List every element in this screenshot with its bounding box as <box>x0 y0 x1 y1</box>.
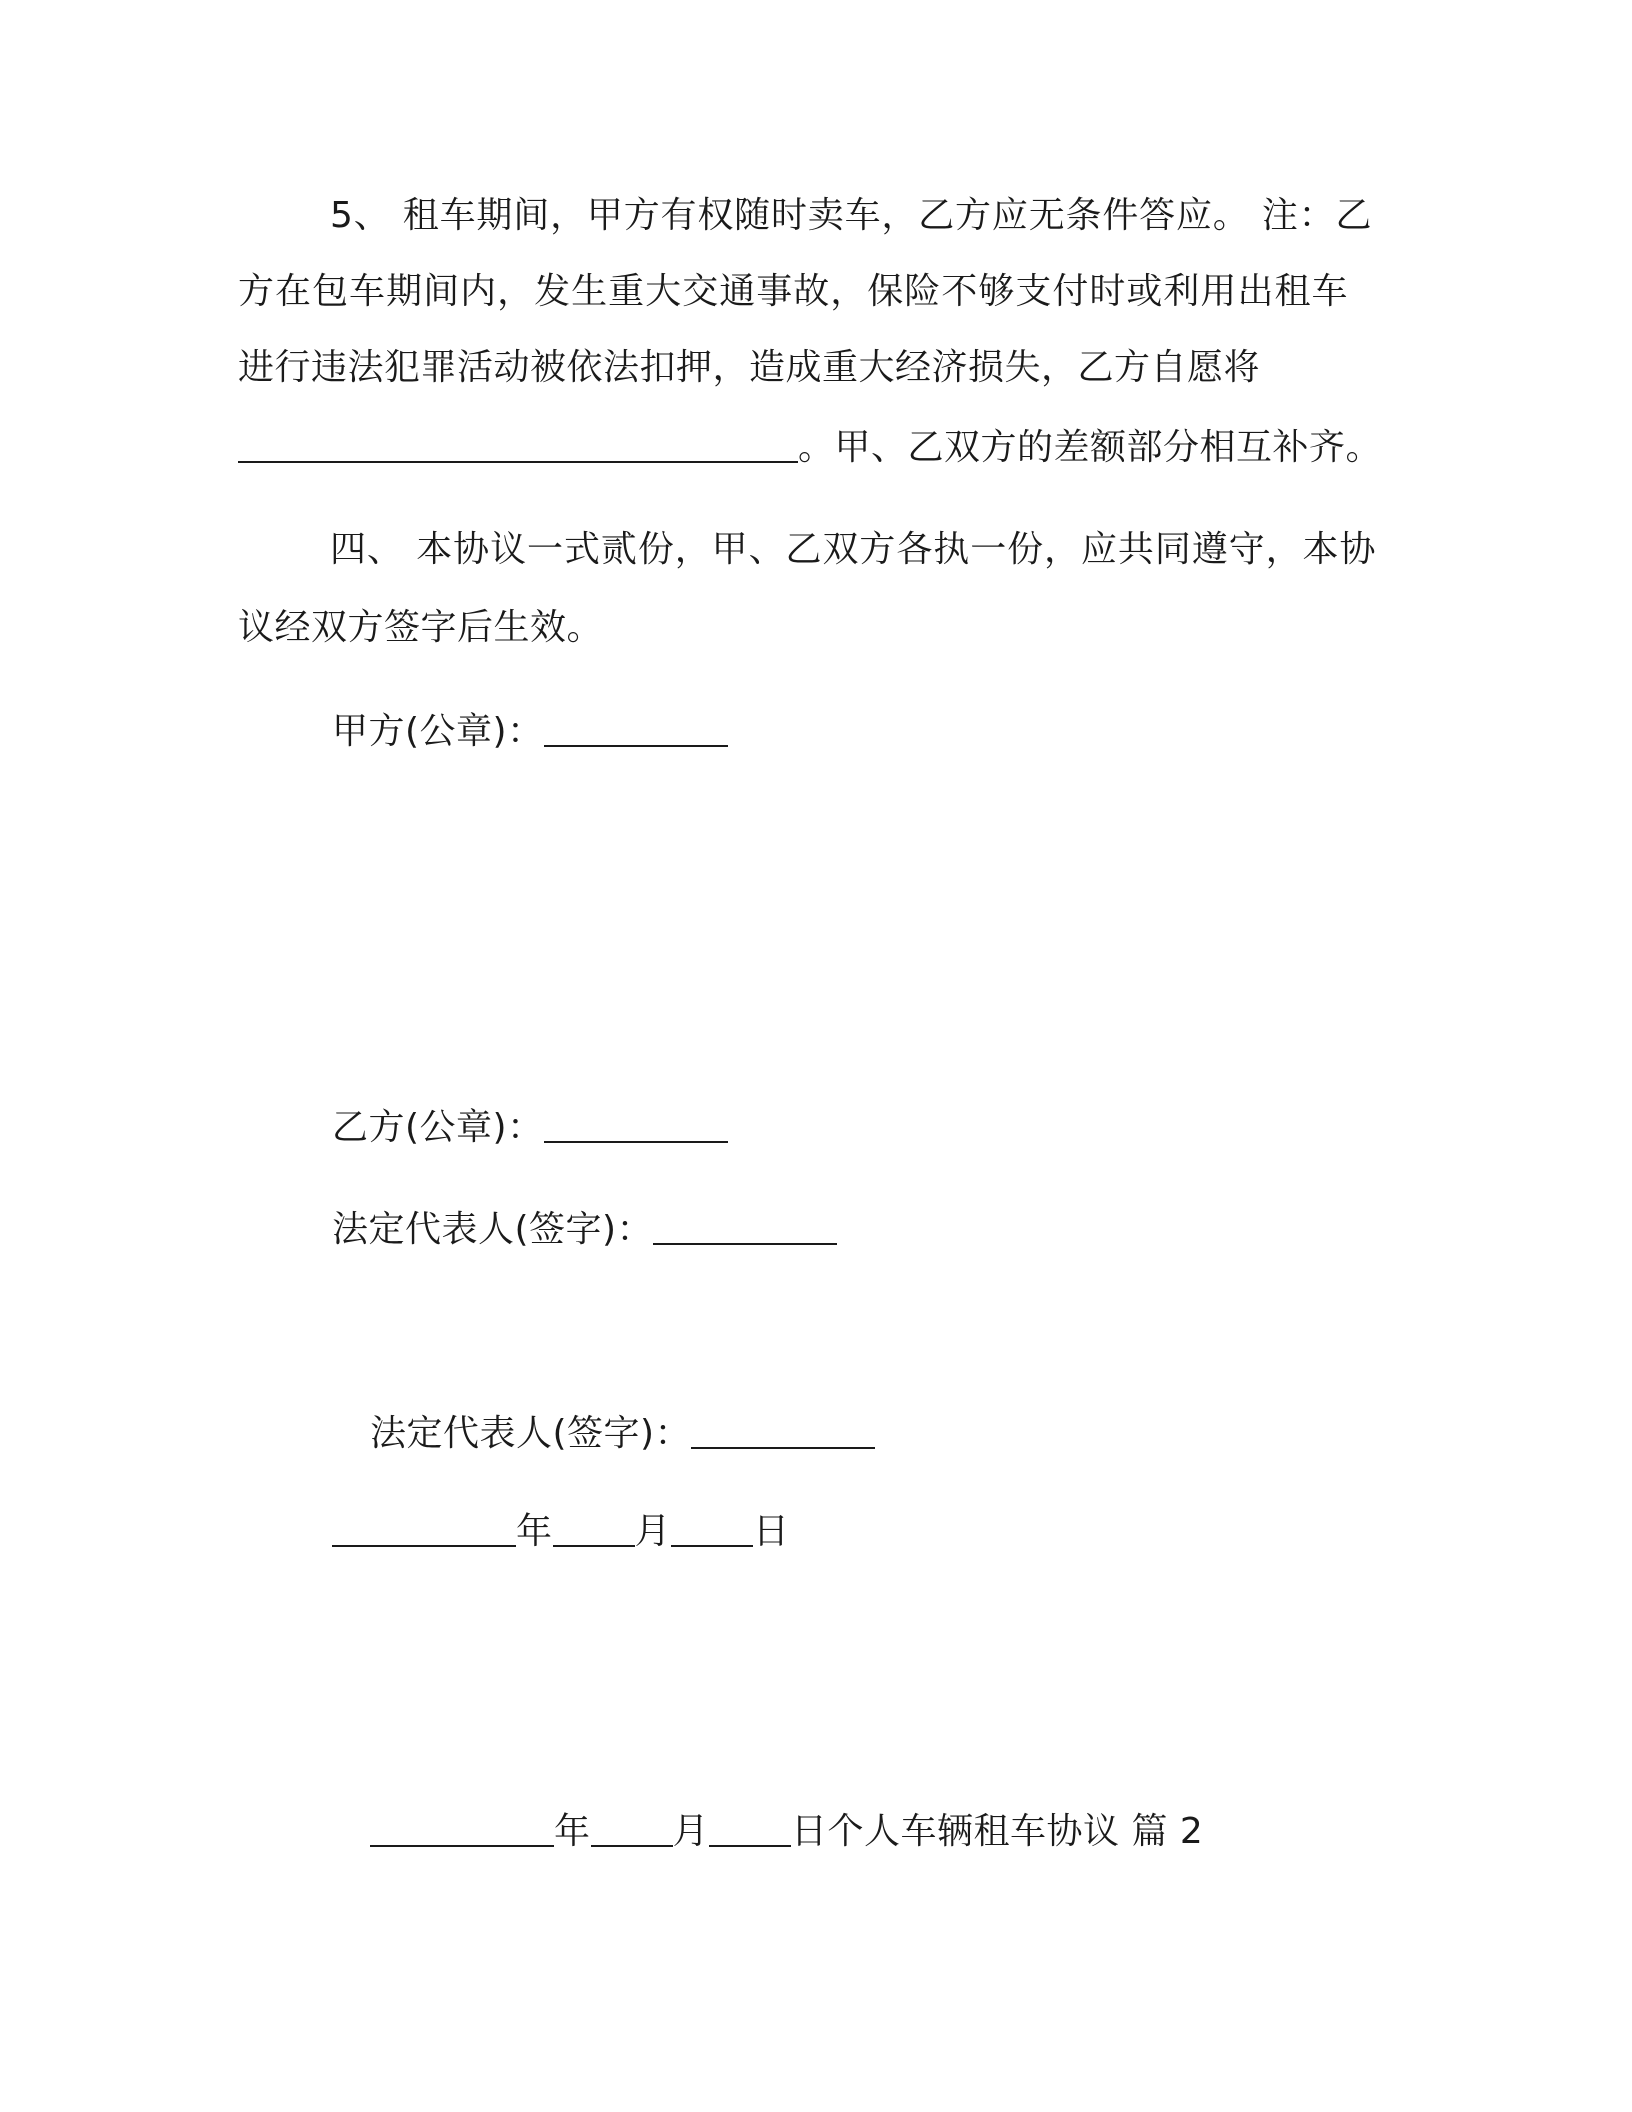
heading-month-label: 月 <box>672 1811 710 1852</box>
date-day-blank[interactable] <box>671 1511 753 1547</box>
heading-month-blank[interactable] <box>591 1811 673 1847</box>
date-month-label: 月 <box>634 1511 672 1552</box>
date-day-label: 日 <box>753 1511 790 1552</box>
clause-5-line-2: 方在包车期间内，发生重大交通事故，保险不够支付时或利用出租车 <box>238 271 1348 312</box>
clause-5-line-1: 5、 租车期间，甲方有权随时卖车，乙方应无条件答应。 注：乙 <box>330 195 1372 236</box>
heading-year-label: 年 <box>554 1811 591 1852</box>
clause-5-line-4-text: 。甲、乙双方的差额部分相互补齐。 <box>798 427 1383 468</box>
date-year-label: 年 <box>516 1511 553 1552</box>
legal-rep-line-1 <box>332 1206 837 1254</box>
party-b-seal-blank[interactable] <box>544 1107 728 1143</box>
party-a-seal-line <box>332 708 728 756</box>
next-section-heading <box>370 1808 1203 1856</box>
party-a-seal-label: 甲方(公章)： <box>332 711 544 752</box>
legal-rep-blank-2[interactable] <box>691 1413 875 1449</box>
clause-4-line-2: 议经双方签字后生效。 <box>238 607 604 648</box>
heading-day-blank[interactable] <box>709 1811 791 1847</box>
legal-rep-label-1: 法定代表人(签字)： <box>332 1209 654 1250</box>
date-line <box>332 1508 790 1556</box>
clause-5-line-3: 进行违法犯罪活动被依法扣押，造成重大经济损失，乙方自愿将 <box>238 347 1261 388</box>
legal-rep-line-2 <box>370 1410 875 1458</box>
date-year-blank[interactable] <box>332 1511 516 1547</box>
legal-rep-blank-1[interactable] <box>653 1209 837 1245</box>
legal-rep-label-2: 法定代表人(签字)： <box>370 1413 692 1454</box>
party-b-seal-label: 乙方(公章)： <box>332 1107 544 1148</box>
heading-title: 日个人车辆租车协议 篇 2 <box>791 1811 1204 1852</box>
party-b-seal-line <box>332 1104 728 1152</box>
clause-5-line-4 <box>238 424 1382 472</box>
date-month-blank[interactable] <box>553 1511 635 1547</box>
fill-blank[interactable] <box>238 427 798 463</box>
clause-4-line-1: 四、 本协议一式贰份，甲、乙双方各执一份，应共同遵守，本协 <box>330 529 1376 570</box>
party-a-seal-blank[interactable] <box>544 711 728 747</box>
heading-year-blank[interactable] <box>370 1811 554 1847</box>
